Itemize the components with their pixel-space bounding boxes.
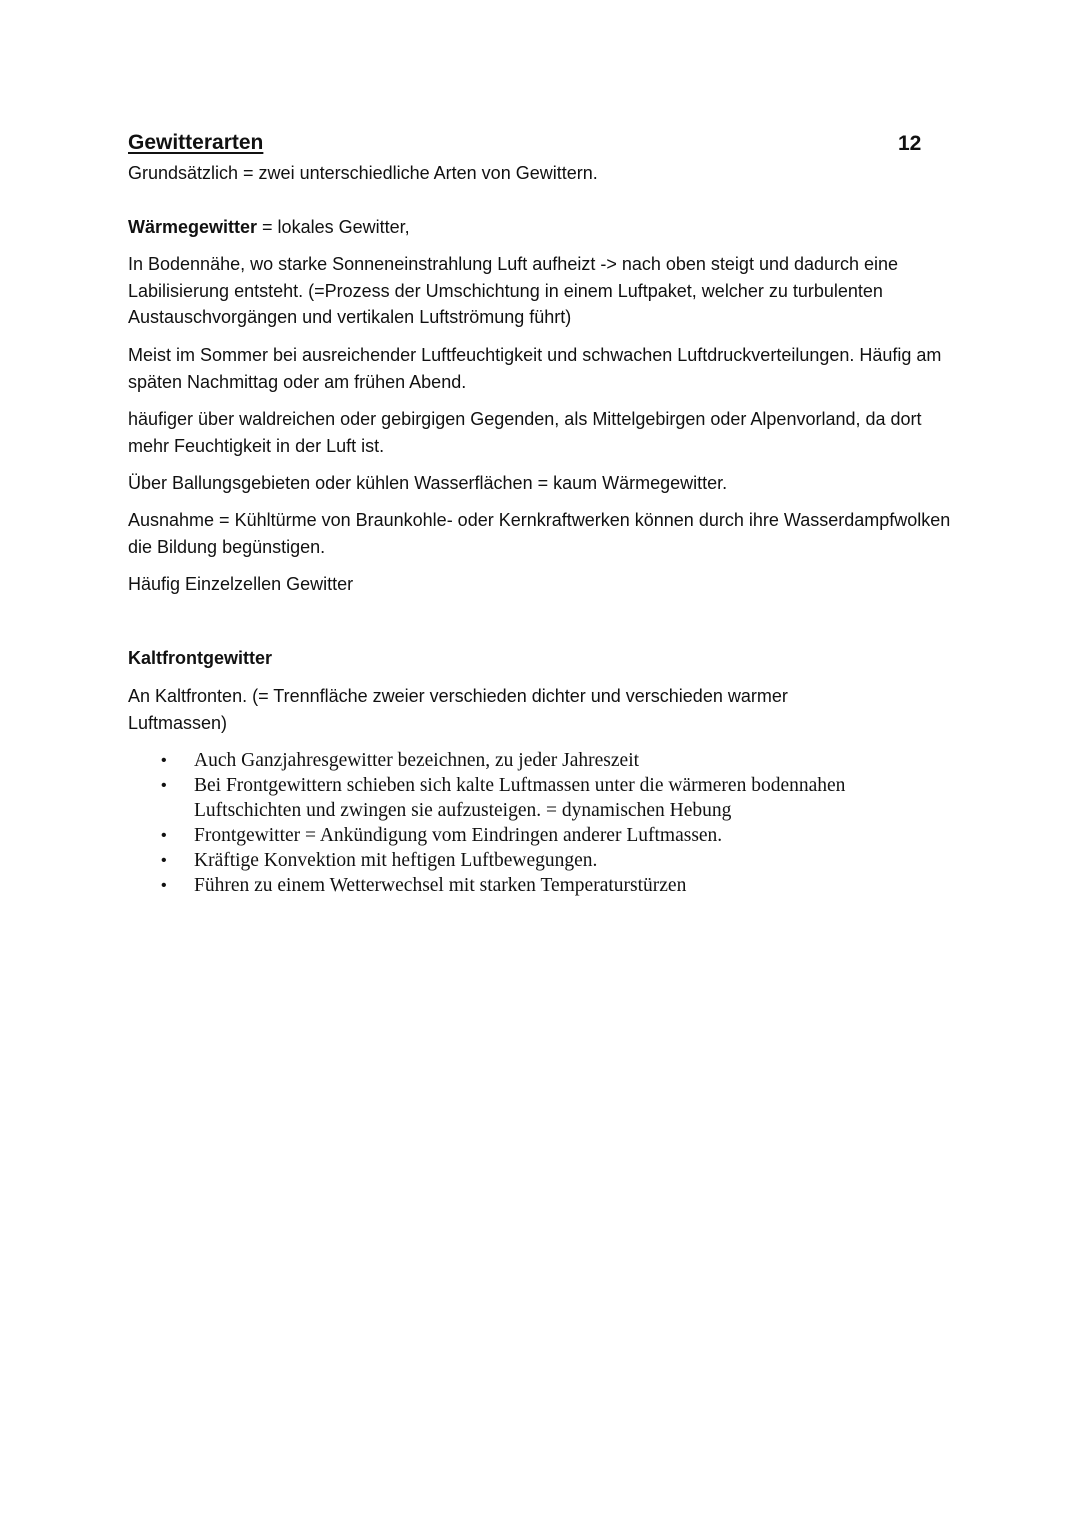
waermegewitter-paragraph: In Bodennähe, wo starke Sonneneinstrahlung Luft aufheizt -> nach oben steigt und dadurch eine Labilisierung entsteht. (=Prozess der Umschichtung in einem Luftpaket, welcher zu turbulenten Austauschvorgängen und vertikalen Luftströmung führt) bbox=[128, 254, 899, 327]
bullet-icon: • bbox=[161, 852, 167, 869]
kaltfrontgewitter-bullet-list bbox=[128, 748, 948, 898]
bullet-icon: • bbox=[161, 877, 167, 894]
bullet-icon: • bbox=[161, 827, 167, 844]
bullet-icon: • bbox=[161, 777, 167, 794]
list-item bbox=[128, 823, 948, 848]
list-item bbox=[128, 773, 948, 823]
page-number: 12 bbox=[898, 132, 922, 155]
list-item bbox=[128, 848, 948, 873]
kaltfrontgewitter-heading: Kaltfrontgewitter bbox=[128, 648, 272, 668]
list-item-text: Bei Frontgewittern schieben sich kalte Luftmassen unter die wärmeren bodennahen Luftschichten und zwingen sie aufzusteigen. = dynamischen Hebung bbox=[194, 775, 846, 821]
waermegewitter-paragraph: Ausnahme = Kühltürme von Braunkohle- oder Kernkraftwerken können durch ihre Wasserdampfwolken die Bildung begünstigen. bbox=[128, 510, 951, 557]
waermegewitter-term: Wärmegewitter bbox=[128, 217, 258, 237]
waermegewitter-paragraph: häufiger über waldreichen oder gebirgigen Gegenden, als Mittelgebirgen oder Alpenvorland, da dort mehr Feuchtigkeit in der Luft ist. bbox=[128, 409, 922, 456]
list-item-text: Führen zu einem Wetterwechsel mit starken Temperaturstürzen bbox=[194, 875, 687, 896]
list-item bbox=[128, 873, 948, 898]
intro-text: Grundsätzlich = zwei unterschiedliche Arten von Gewittern. bbox=[128, 163, 598, 183]
waermegewitter-definition bbox=[128, 214, 963, 241]
bullet-icon: • bbox=[161, 752, 167, 769]
waermegewitter-paragraph: Über Ballungsgebieten oder kühlen Wasserflächen = kaum Wärmegewitter. bbox=[128, 473, 728, 493]
list-item-text: Kräftige Konvektion mit heftigen Luftbewegungen. bbox=[194, 850, 598, 871]
waermegewitter-paragraph: Häufig Einzelzellen Gewitter bbox=[128, 574, 354, 594]
list-item-text: Frontgewitter = Ankündigung vom Eindringen anderer Luftmassen. bbox=[194, 825, 723, 846]
waermegewitter-paragraph: Meist im Sommer bei ausreichender Luftfeuchtigkeit und schwachen Luftdruckverteilungen. Häufig am späten Nachmittag oder am frühen Abend. bbox=[128, 345, 942, 392]
kaltfrontgewitter-intro: An Kaltfronten. (= Trennfläche zweier verschieden dichter und verschieden warmer Luftmassen) bbox=[128, 686, 788, 733]
list-item bbox=[128, 748, 948, 773]
waermegewitter-definition-text: = lokales Gewitter, bbox=[257, 217, 410, 237]
list-item-text: Auch Ganzjahresgewitter bezeichnen, zu jeder Jahreszeit bbox=[194, 750, 640, 771]
page-title: Gewitterarten bbox=[128, 131, 264, 154]
